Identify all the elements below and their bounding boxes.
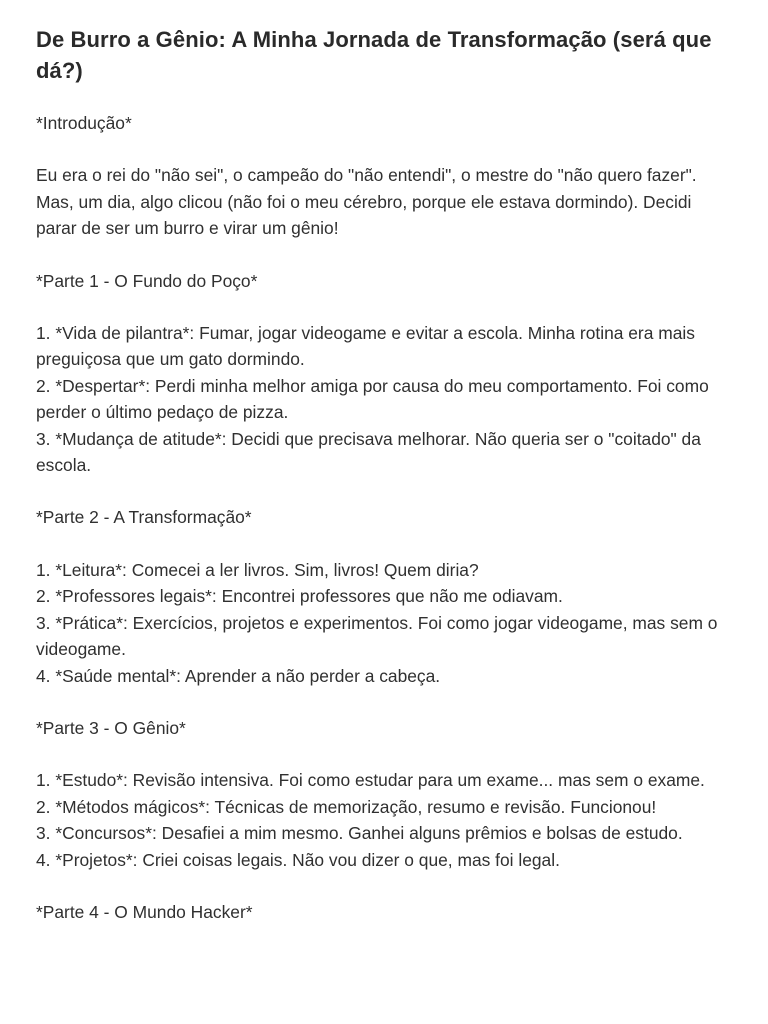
list-item: 3. *Mudança de atitude*: Decidi que precisava melhorar. Não queria ser o "coitado" da escola. [36, 428, 701, 476]
intro-paragraph: Eu era o rei do "não sei", o campeão do "não entendi", o mestre do "não quero fazer". Mas, um dia, algo clicou (não foi o meu cérebro, porque ele estava dormindo). Decidi parar de ser um burro e virar um gênio! [36, 165, 697, 239]
section-list-part-2 [36, 557, 732, 689]
section-heading-part-2: *Parte 2 - A Transformação* [36, 507, 252, 528]
section-list-part-3 [36, 767, 732, 873]
intro-heading: *Introdução* [36, 113, 132, 133]
list-item: 4. *Projetos*: Criei coisas legais. Não vou dizer o que, mas foi legal. [36, 849, 560, 870]
list-item: 1. *Leitura*: Comecei a ler livros. Sim, livros! Quem diria? [36, 559, 479, 580]
list-item: 3. *Concursos*: Desafiei a mim mesmo. Ganhei alguns prêmios e bolsas de estudo. [36, 823, 683, 844]
section-heading-part-4: *Parte 4 - O Mundo Hacker* [36, 901, 253, 922]
section-list-part-1 [36, 320, 732, 478]
list-item: 4. *Saúde mental*: Aprender a não perder a cabeça. [36, 665, 441, 686]
document-body [36, 110, 732, 925]
section-heading-part-3: *Parte 3 - O Gênio* [36, 717, 186, 738]
list-item: 3. *Prática*: Exercícios, projetos e experimentos. Foi como jogar videogame, mas sem o videogame. [36, 612, 718, 660]
section-heading-part-1: *Parte 1 - O Fundo do Poço* [36, 270, 258, 291]
list-item: 1. *Vida de pilantra*: Fumar, jogar videogame e evitar a escola. Minha rotina era mais preguiçosa que um gato dormindo. [36, 323, 695, 370]
list-item: 1. *Estudo*: Revisão intensiva. Foi como estudar para um exame... mas sem o exame. [36, 770, 705, 791]
list-item: 2. *Professores legais*: Encontrei professores que não me odiavam. [36, 586, 563, 607]
list-item: 2. *Despertar*: Perdi minha melhor amiga por causa do meu comportamento. Foi como perder o último pedaço de pizza. [36, 375, 709, 423]
document-title: De Burro a Gênio: A Minha Jornada de Transformação (será que dá?) [36, 27, 712, 83]
list-item: 2. *Métodos mágicos*: Técnicas de memorização, resumo e revisão. Funcionou! [36, 796, 657, 817]
